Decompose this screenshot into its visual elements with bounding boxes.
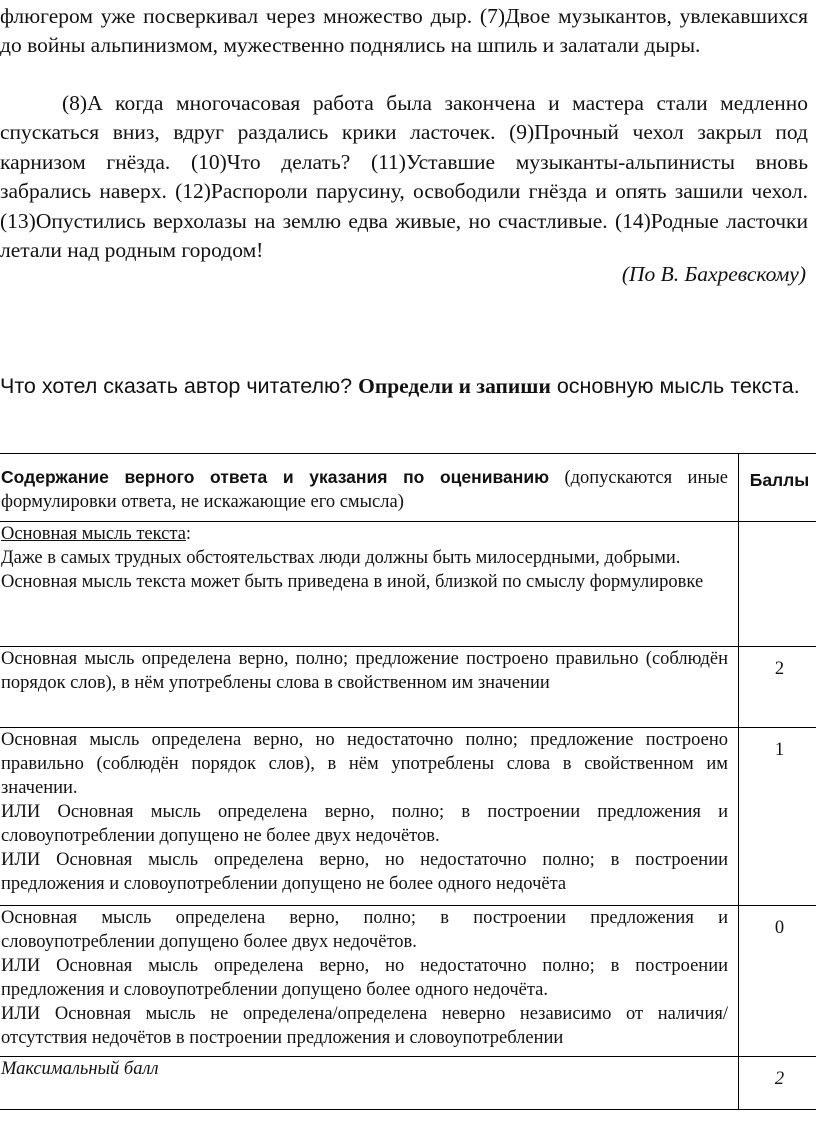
max-score-label: Максимальный балл [0,1057,739,1110]
points-header: Баллы [739,454,816,522]
criteria-line: ИЛИ Основная мысль определена верно, но недостаточно полно; в построении предложения и словоупотреблении допущено не более одного недочёта [1,850,728,894]
table-row [0,647,816,728]
max-score-value: 2 [739,1057,816,1110]
criteria-line: ИЛИ Основная мысль определена верно, полно; в построении предложения и словоупотреблении допущено не более двух недочётов. [1,802,728,846]
points-cell: 0 [739,906,816,1057]
points-cell: 1 [739,728,816,906]
criteria-line: Основная мысль определена верно, но недостаточно полно; предложение построено правильно (соблюдён порядок слов), в нём употреблены слова в свойственном им значении. [1,730,728,798]
question-end: основную мысль текста. [550,374,800,398]
points-cell-empty [739,522,816,647]
criteria-line: ИЛИ Основная мысль определена верно, но недостаточно полно; в построении предложения и словоупотреблении допущено более одного недочёта. [1,956,728,1000]
criteria-line: Основная мысль определена верно, полно; предложение построено правильно (соблюдён порядок слов), в нём употреблены слова в свойственном им значении [1,649,728,693]
criteria-line: ИЛИ Основная мысль не определена/определена неверно независимо от наличия/отсутствия недочётов в построении предложения и словоупотреблении [1,1004,728,1048]
table-row [0,906,816,1057]
criteria-cell [0,728,739,906]
text-paragraph-1: флюгером уже посверкивал через множество дыр. (7)Двое музыкантов, увлекавшихся до войны альпинизмом, мужественно поднялись на шпиль и залатали дыры. [0,4,808,58]
points-cell: 2 [739,647,816,728]
criteria-header [0,454,739,522]
main-idea-cell [0,522,739,647]
criteria-cell [0,906,739,1057]
author-attribution: (По В. Бахревскому) [621,262,806,286]
main-idea-label: Основная мысль текста [1,524,186,544]
table-row [0,728,816,906]
main-idea-text: Даже в самых трудных обстоятельствах люди должны быть милосердными, добрыми. [1,548,681,568]
text-paragraph-2: (8)А когда многочасовая работа была закончена и мастера стали медленно спускаться вниз, вдруг раздались крики ласточек. (9)Прочный чехол закрыл под карнизом гнёзда. (10)Что делать? (11)Уставшие музыканты-альпинисты вновь забрались наверх. (12)Распороли парусину, освободили гнёзда и опять зашили чехол. (13)Опустились верхолазы на землю едва живые, но счастливые. (14)Родные ласточки летали над родным городом! [0,91,808,263]
question-start: Что хотел сказать автор читателю? [0,374,359,398]
main-idea-note: Основная мысль текста может быть приведена в иной, близкой по смыслу формулировке [1,572,704,592]
table-row [0,522,816,647]
max-score-row [0,1057,816,1110]
question-instruction: Определи и запиши [358,374,551,398]
criteria-header-note: (допускаются иные формулировки ответа, не искажающие его смысла) [1,468,728,512]
table-header-row [0,454,816,522]
grading-table [0,453,816,1110]
criteria-cell [0,647,739,728]
task-question [0,370,808,402]
main-idea-colon: : [185,524,192,544]
criteria-header-bold: Содержание верного ответа и указания по оцениванию [1,467,550,487]
criteria-line: Основная мысль определена верно, полно; в построении предложения и словоупотреблении допущено более двух недочётов. [1,908,728,952]
